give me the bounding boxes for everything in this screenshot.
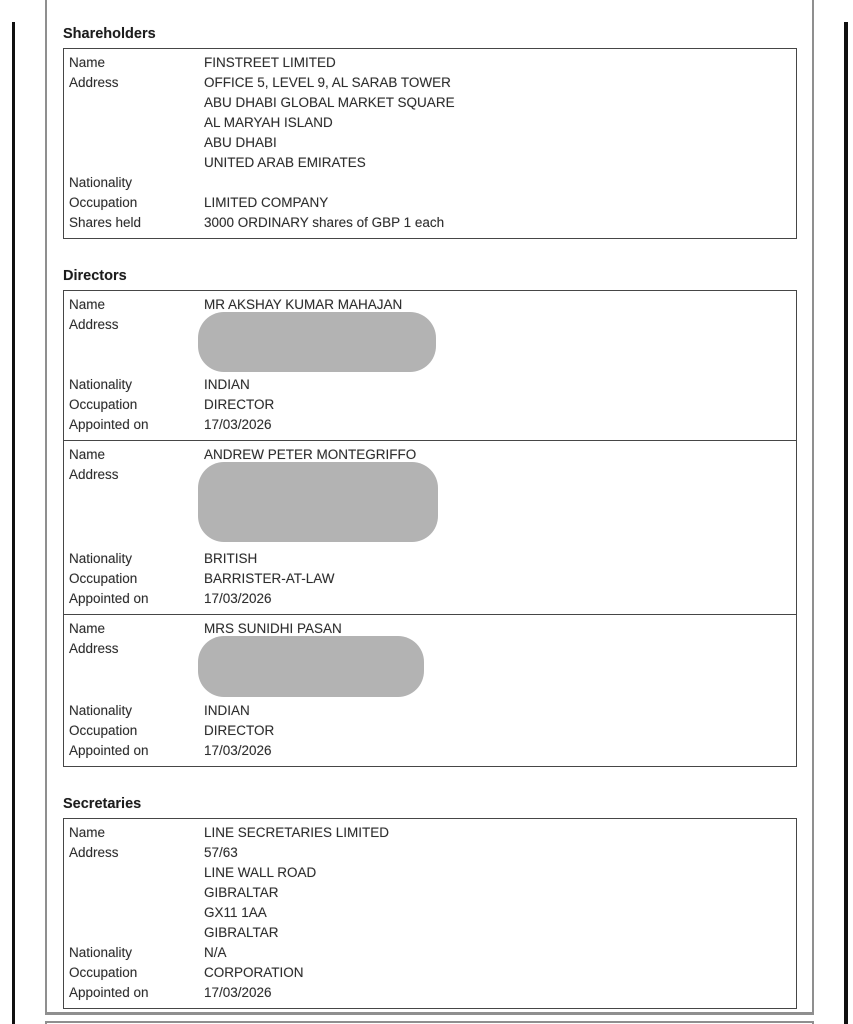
director-appointed-on-value: 17/03/2026 xyxy=(204,591,272,606)
shareholders-record-box xyxy=(63,48,797,239)
director-nationality-value: BRITISH xyxy=(204,551,258,566)
field-label-name: Name xyxy=(69,447,106,462)
field-row-name xyxy=(69,295,790,315)
director-address-value xyxy=(204,639,790,697)
director-occupation-value: DIRECTOR xyxy=(204,397,275,412)
director-record xyxy=(64,291,796,440)
field-label-name: Name xyxy=(69,297,106,312)
field-label-address: Address xyxy=(69,845,119,860)
address-line: GIBRALTAR xyxy=(204,885,279,900)
director-appointed-on-value: 17/03/2026 xyxy=(204,417,272,432)
section-heading-directors: Directors xyxy=(63,268,127,284)
field-label-occupation: Occupation xyxy=(69,397,138,412)
field-label-occupation: Occupation xyxy=(69,723,138,738)
secretaries-record-box xyxy=(63,818,797,1009)
field-row-address xyxy=(69,73,790,173)
shareholder-occupation-value: LIMITED COMPANY xyxy=(204,195,329,210)
field-row-occupation xyxy=(69,395,790,415)
field-label-appointed-on: Appointed on xyxy=(69,743,149,758)
field-row-nationality xyxy=(69,375,790,395)
redacted-address-block xyxy=(198,312,436,372)
page-edge-rule-left xyxy=(12,22,15,1024)
field-label-nationality: Nationality xyxy=(69,551,133,566)
field-row-address xyxy=(69,639,790,701)
field-label-appointed-on: Appointed on xyxy=(69,985,149,1000)
secretary-nationality-value: N/A xyxy=(204,945,227,960)
field-label-name: Name xyxy=(69,825,106,840)
field-label-appointed-on: Appointed on xyxy=(69,591,149,606)
field-label-address: Address xyxy=(69,467,119,482)
field-label-nationality: Nationality xyxy=(69,377,133,392)
address-line: GX11 1AA xyxy=(204,905,267,920)
field-label-nationality: Nationality xyxy=(69,703,133,718)
field-label-address: Address xyxy=(69,317,119,332)
field-row-name xyxy=(69,445,790,465)
shareholder-record xyxy=(64,49,796,238)
shareholder-nationality-value xyxy=(204,173,790,193)
secretary-appointed-on-value: 17/03/2026 xyxy=(204,985,272,1000)
field-label-occupation: Occupation xyxy=(69,965,138,980)
director-address-value xyxy=(204,465,790,542)
director-address-value xyxy=(204,315,790,372)
field-row-name xyxy=(69,53,790,73)
field-row-nationality xyxy=(69,549,790,569)
address-line: 57/63 xyxy=(204,845,238,860)
field-label-appointed-on: Appointed on xyxy=(69,417,149,432)
field-row-appointed-on xyxy=(69,589,790,609)
director-name-value: MRS SUNIDHI PASAN xyxy=(204,621,342,636)
field-row-nationality xyxy=(69,173,790,193)
director-name-value: ANDREW PETER MONTEGRIFFO xyxy=(204,447,417,462)
field-row-nationality xyxy=(69,943,790,963)
shareholder-shares-held-value: 3000 ORDINARY shares of GBP 1 each xyxy=(204,215,445,230)
field-label-nationality: Nationality xyxy=(69,175,133,190)
field-row-occupation xyxy=(69,193,790,213)
field-row-occupation xyxy=(69,963,790,983)
address-line: UNITED ARAB EMIRATES xyxy=(204,155,366,170)
secretary-address-value xyxy=(204,843,790,943)
field-row-nationality xyxy=(69,701,790,721)
director-occupation-value: DIRECTOR xyxy=(204,723,275,738)
director-nationality-value: INDIAN xyxy=(204,703,250,718)
redacted-address-block xyxy=(198,462,438,542)
field-row-appointed-on xyxy=(69,741,790,761)
address-line: LINE WALL ROAD xyxy=(204,865,317,880)
field-row-name xyxy=(69,823,790,843)
director-nationality-value: INDIAN xyxy=(204,377,250,392)
field-row-name xyxy=(69,619,790,639)
field-row-appointed-on xyxy=(69,983,790,1003)
secretary-record xyxy=(64,819,796,1008)
field-label-occupation: Occupation xyxy=(69,571,138,586)
section-heading-shareholders: Shareholders xyxy=(63,26,156,42)
field-row-appointed-on xyxy=(69,415,790,435)
page-edge-rule-right xyxy=(844,22,848,1024)
secretary-name-value: LINE SECRETARIES LIMITED xyxy=(204,825,390,840)
field-row-occupation xyxy=(69,569,790,589)
field-row-address xyxy=(69,465,790,549)
field-label-shares-held: Shares held xyxy=(69,215,142,230)
field-label-address: Address xyxy=(69,75,119,90)
redacted-address-block xyxy=(198,636,424,697)
address-line: ABU DHABI xyxy=(204,135,277,150)
address-line: GIBRALTAR xyxy=(204,925,279,940)
address-line: OFFICE 5, LEVEL 9, AL SARAB TOWER xyxy=(204,75,451,90)
field-label-occupation: Occupation xyxy=(69,195,138,210)
document-frame xyxy=(45,0,814,1015)
director-occupation-value: BARRISTER-AT-LAW xyxy=(204,571,335,586)
section-heading-secretaries: Secretaries xyxy=(63,796,142,812)
field-row-address xyxy=(69,843,790,943)
field-label-nationality: Nationality xyxy=(69,945,133,960)
field-label-name: Name xyxy=(69,621,106,636)
director-record xyxy=(64,440,796,614)
director-name-value: MR AKSHAY KUMAR MAHAJAN xyxy=(204,297,403,312)
field-row-shares-held xyxy=(69,213,790,233)
secretary-occupation-value: CORPORATION xyxy=(204,965,304,980)
address-line: ABU DHABI GLOBAL MARKET SQUARE xyxy=(204,95,455,110)
directors-record-box xyxy=(63,290,797,767)
shareholder-name-value: FINSTREET LIMITED xyxy=(204,55,336,70)
address-line: AL MARYAH ISLAND xyxy=(204,115,333,130)
field-label-address: Address xyxy=(69,641,119,656)
shareholder-address-value xyxy=(204,73,790,173)
field-row-address xyxy=(69,315,790,375)
field-row-occupation xyxy=(69,721,790,741)
field-label-name: Name xyxy=(69,55,106,70)
director-appointed-on-value: 17/03/2026 xyxy=(204,743,272,758)
director-record xyxy=(64,614,796,766)
